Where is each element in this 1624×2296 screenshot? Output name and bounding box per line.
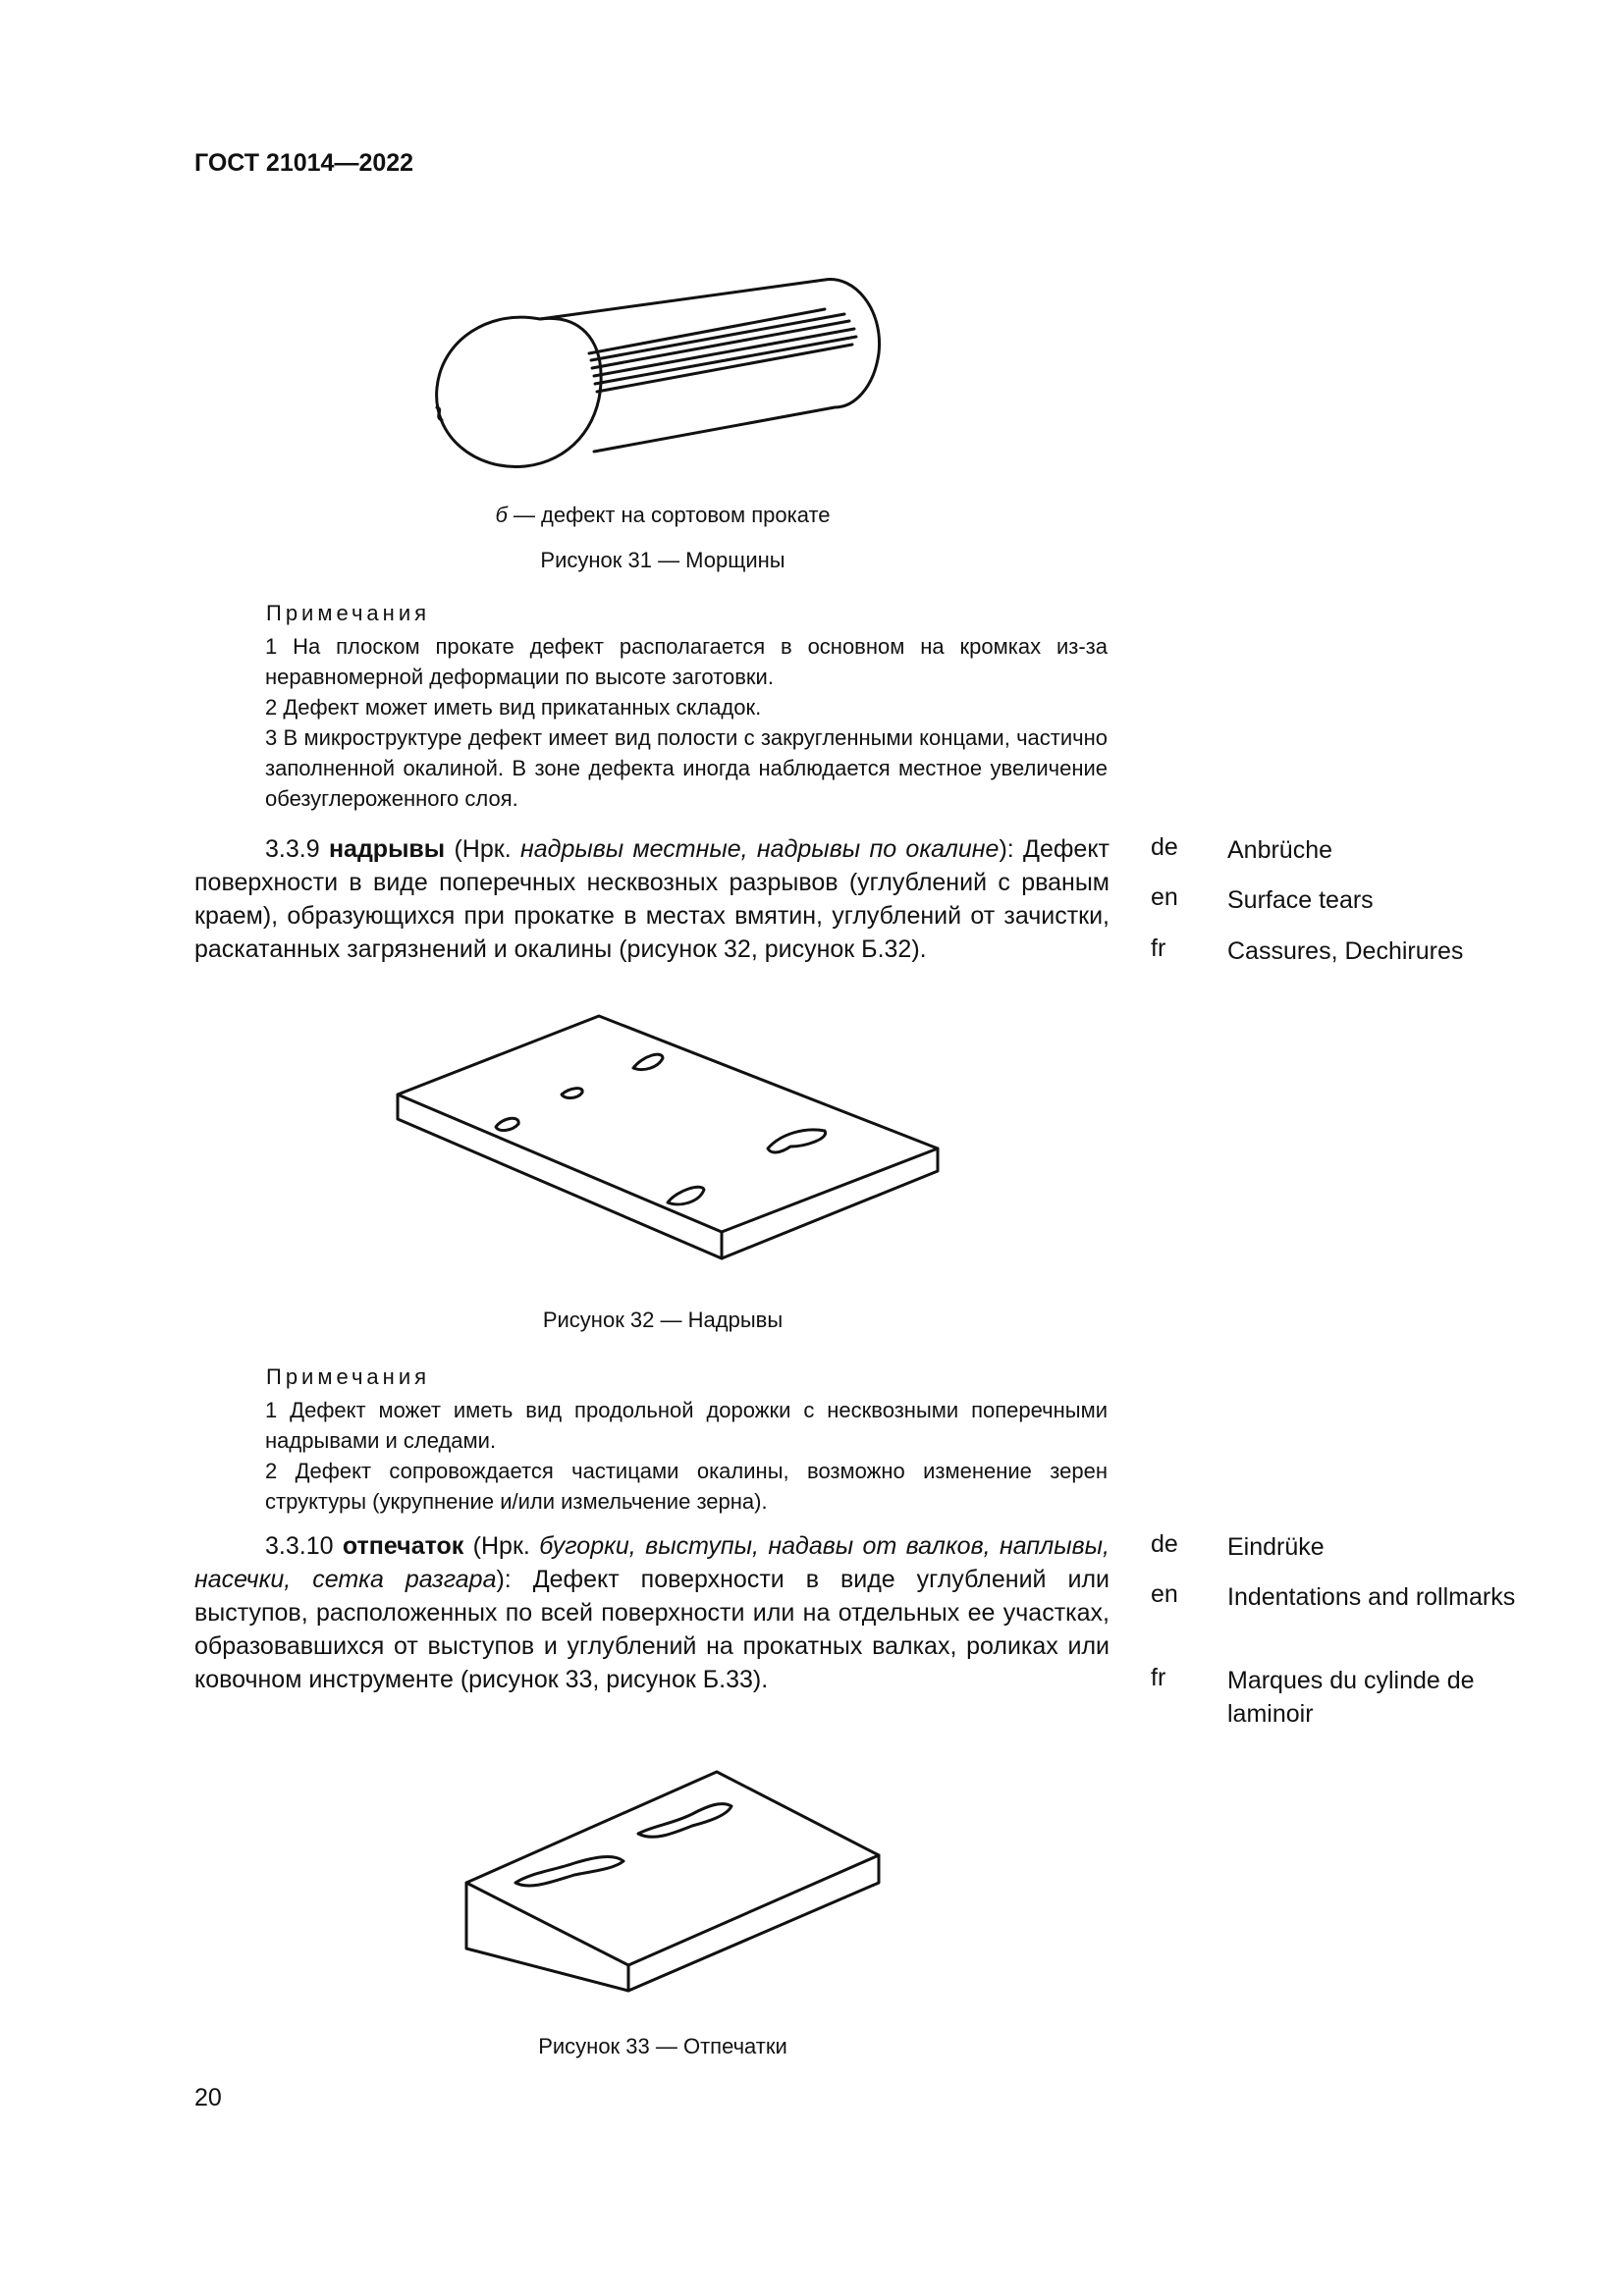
lang-code: de [1151,1530,1178,1558]
term-nrk-open: (Нрк. [463,1532,540,1560]
figure-31-subcaption [319,503,1006,528]
notes-list [194,1395,1108,1517]
notes-list [194,631,1108,814]
term-definition: ): Дефект поверхности в виде поперечных несквозных разрывов (углублений с рваным краем), образующихся при прокатке в местах вмятин, углублений от зачистки, раскатанных загрязнений и окалины (рисунок 32, рисунок Б.32). [194,835,1110,963]
standard-designation: ГОСТ 21014—2022 [194,149,414,177]
term-nrk: надрывы местные, надрывы по окалине [519,835,1000,863]
lang-code: en [1151,1580,1178,1608]
notes-title: Примечания [266,601,431,625]
figure-33-drawing [457,1767,889,1993]
term-number: 3.3.10 [265,1532,334,1560]
note-item: 1 Дефект может иметь вид продольной дорожки с несквозными поперечными надрывами и следами. [265,1398,1108,1453]
note-item: 1 На плоском прокате дефект располагается в основном на кромках из-за неравномерной деформации по высоте заготовки. [265,634,1108,689]
term-3-3-10 [194,1529,1110,1696]
term-definition: ): Дефект поверхности в виде углублений или выступов, расположенных по всей поверхности или на отдельных ее участках, образовавшихся от выступов и углублений на прокатных валках, роликах или ковочном инструменте (рисунок 33, рисунок Б.33). [194,1566,1110,1693]
term-name: отпечаток [342,1532,464,1560]
term-number: 3.3.9 [265,835,320,863]
figure-33-caption: Рисунок 33 — Отпечатки [538,2034,787,2058]
term-3-3-9 [194,832,1110,966]
equivalent-term: Cassures, Dechirures [1227,937,1464,965]
figure-32-caption: Рисунок 32 — Надрывы [542,1308,784,1332]
subcaption-letter: б [495,503,508,527]
lang-code: de [1151,833,1178,861]
note-item: 2 Дефект может иметь вид прикатанных складок. [265,695,762,720]
term-nrk: бугорки, выступы, надавы от валков, наплывы, насечки, сетка разгара [194,1532,1110,1593]
page-number: 20 [194,2084,222,2111]
subcaption-text: — дефект на сортовом прокате [507,503,831,527]
equivalent-term: Indentations and rollmarks [1227,1583,1516,1611]
note-item: 3 В микроструктуре дефект имеет вид полости с закругленными концами, частично заполненной окалиной. В зоне дефекта иногда наблюдается местное увеличение обезуглероженного слоя. [265,725,1108,811]
equivalent-term: Anbrüche [1227,836,1333,864]
term-name: надрывы [328,835,446,863]
figure-31-drawing [432,270,893,471]
lang-code: fr [1151,1664,1166,1691]
figure-32-drawing [393,1011,943,1286]
equivalent-term: Surface tears [1227,886,1374,914]
lang-code: fr [1151,934,1166,962]
notes-title: Примечания [266,1364,431,1389]
equivalent-term: Marques du cylinde de laminoir [1227,1667,1475,1728]
equivalent-term: Eindrüke [1227,1533,1325,1561]
term-nrk-open: (Нрк. [445,835,520,863]
note-item: 2 Дефект сопровождается частицами окалины, возможно изменение зерен структуры (укрупнение и/или измельчение зерна). [265,1459,1108,1514]
lang-code: en [1151,883,1178,911]
figure-31-caption: Рисунок 31 — Морщины [540,548,785,572]
